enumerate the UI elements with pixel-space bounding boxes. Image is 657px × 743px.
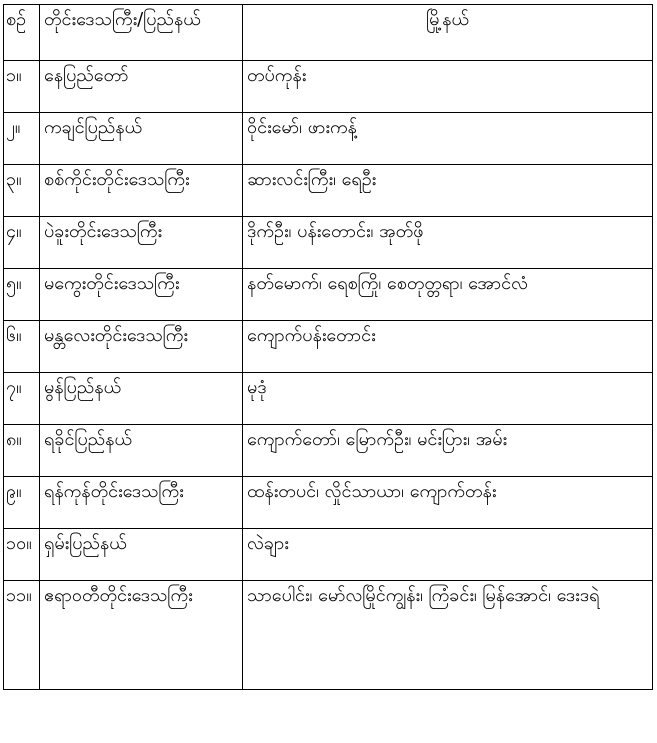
row-towns: သာပေါင်း၊ မော်လမြိုင်ကျွန်း၊ ကြံခင်း၊ မြန်အောင်၊ ဒေးဒရဲ bbox=[243, 581, 653, 690]
table-row bbox=[4, 113, 653, 165]
table-row bbox=[4, 165, 653, 217]
row-no: ၉။ bbox=[4, 477, 40, 529]
header-region: တိုင်းဒေသကြီး/ပြည်နယ် bbox=[40, 5, 243, 61]
header-no: စဉ် bbox=[4, 5, 40, 61]
table-row bbox=[4, 425, 653, 477]
row-region: စစ်ကိုင်းတိုင်းဒေသကြီး bbox=[40, 165, 243, 217]
table-row bbox=[4, 581, 653, 690]
row-no: ၁။ bbox=[4, 61, 40, 113]
row-region: ရှမ်းပြည်နယ် bbox=[40, 529, 243, 581]
row-towns: မုဒုံ bbox=[243, 373, 653, 425]
row-region: ရခိုင်ပြည်နယ် bbox=[40, 425, 243, 477]
row-no: ၁၀။ bbox=[4, 529, 40, 581]
row-region: ပဲခူးတိုင်းဒေသကြီး bbox=[40, 217, 243, 269]
table-row bbox=[4, 529, 653, 581]
row-no: ၁၁။ bbox=[4, 581, 40, 690]
row-no: ၆။ bbox=[4, 321, 40, 373]
row-no: ၅။ bbox=[4, 269, 40, 321]
table-row bbox=[4, 373, 653, 425]
row-no: ၄။ bbox=[4, 217, 40, 269]
row-towns: ကျောက်ပန်းတောင်း bbox=[243, 321, 653, 373]
table-row bbox=[4, 477, 653, 529]
row-towns: တပ်ကုန်း bbox=[243, 61, 653, 113]
row-no: ၂။ bbox=[4, 113, 40, 165]
row-towns: ဒိုက်ဦး၊ ပန်းတောင်း၊ အုတ်ဖို bbox=[243, 217, 653, 269]
row-towns: နတ်မောက်၊ ရေစကြို၊ စေတုတ္တရာ၊ အောင်လံ bbox=[243, 269, 653, 321]
row-region: မကွေးတိုင်းဒေသကြီး bbox=[40, 269, 243, 321]
row-region: နေပြည်တော် bbox=[40, 61, 243, 113]
row-towns: ဆားလင်းကြီး၊ ရေဦး bbox=[243, 165, 653, 217]
row-towns: လဲချား bbox=[243, 529, 653, 581]
table-row bbox=[4, 269, 653, 321]
table-row bbox=[4, 321, 653, 373]
header-row bbox=[4, 5, 653, 61]
header-towns: မြို့နယ် bbox=[243, 5, 653, 61]
row-region: မွန်ပြည်နယ် bbox=[40, 373, 243, 425]
row-towns: ဝိုင်းမော်၊ ဖားကန့် bbox=[243, 113, 653, 165]
row-no: ၈။ bbox=[4, 425, 40, 477]
row-no: ၃။ bbox=[4, 165, 40, 217]
table-row bbox=[4, 61, 653, 113]
row-region: ရန်ကုန်တိုင်းဒေသကြီး bbox=[40, 477, 243, 529]
row-region: မန္တလေးတိုင်းဒေသကြီး bbox=[40, 321, 243, 373]
townships-table bbox=[3, 4, 653, 690]
row-no: ၇။ bbox=[4, 373, 40, 425]
row-towns: ထန်းတပင်၊ လှိုင်သာယာ၊ ကျောက်တန်း bbox=[243, 477, 653, 529]
row-towns: ကျောက်တော်၊ မြောက်ဦး၊ မင်းပြား၊ အမ်း bbox=[243, 425, 653, 477]
row-region: ဧရာဝတီတိုင်းဒေသကြီး bbox=[40, 581, 243, 690]
row-region: ကချင်ပြည်နယ် bbox=[40, 113, 243, 165]
table-row bbox=[4, 217, 653, 269]
